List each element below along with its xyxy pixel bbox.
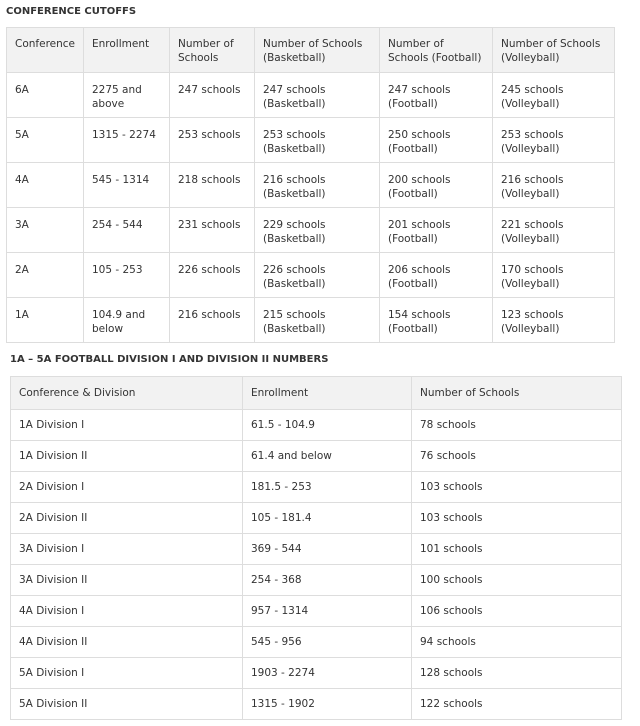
conference-cutoffs-table xyxy=(6,27,615,343)
column-header: Enrollment xyxy=(84,28,170,73)
table-cell: 1315 - 2274 xyxy=(84,118,170,163)
table-cell: 122 schools xyxy=(412,689,622,720)
table-row xyxy=(11,627,622,658)
table-cell: 254 - 368 xyxy=(243,565,412,596)
table-cell: 1A xyxy=(7,298,84,343)
table-cell: 94 schools xyxy=(412,627,622,658)
table-cell: 2275 and above xyxy=(84,73,170,118)
table-cell: 226 schools xyxy=(170,253,255,298)
table-cell: 154 schools (Football) xyxy=(380,298,493,343)
table-cell: 101 schools xyxy=(412,534,622,565)
table-row xyxy=(11,596,622,627)
table-cell: 5A xyxy=(7,118,84,163)
table-cell: 6A xyxy=(7,73,84,118)
table-row xyxy=(11,503,622,534)
table-row xyxy=(7,298,615,343)
column-header: Conference & Division xyxy=(11,377,243,410)
table-cell: 103 schools xyxy=(412,503,622,534)
table-cell: 106 schools xyxy=(412,596,622,627)
table-cell: 3A Division II xyxy=(11,565,243,596)
table-cell: 2A xyxy=(7,253,84,298)
table-row xyxy=(7,253,615,298)
table-cell: 3A xyxy=(7,208,84,253)
table-cell: 247 schools xyxy=(170,73,255,118)
table-cell: 957 - 1314 xyxy=(243,596,412,627)
table-cell: 254 - 544 xyxy=(84,208,170,253)
table-row xyxy=(11,565,622,596)
table-cell: 100 schools xyxy=(412,565,622,596)
table-cell: 216 schools (Basketball) xyxy=(255,163,380,208)
table-row xyxy=(11,472,622,503)
table-cell: 200 schools (Football) xyxy=(380,163,493,208)
column-header: Number of Schools (Volleyball) xyxy=(493,28,615,73)
table-cell: 250 schools (Football) xyxy=(380,118,493,163)
table-row xyxy=(7,163,615,208)
column-header: Number of Schools (Basketball) xyxy=(255,28,380,73)
table-row xyxy=(7,73,615,118)
table-cell: 369 - 544 xyxy=(243,534,412,565)
table-cell: 231 schools xyxy=(170,208,255,253)
table-cell: 2A Division I xyxy=(11,472,243,503)
table-cell: 105 - 181.4 xyxy=(243,503,412,534)
football-divisions-title: 1A – 5A FOOTBALL DIVISION I AND DIVISION II NUMBERS xyxy=(10,354,329,365)
table-cell: 4A Division II xyxy=(11,627,243,658)
table-row xyxy=(7,208,615,253)
column-header: Enrollment xyxy=(243,377,412,410)
table-row xyxy=(11,410,622,441)
table-cell: 245 schools (Volleyball) xyxy=(493,73,615,118)
table-cell: 128 schools xyxy=(412,658,622,689)
table-cell: 218 schools xyxy=(170,163,255,208)
table-cell: 61.4 and below xyxy=(243,441,412,472)
column-header: Number of Schools (Football) xyxy=(380,28,493,73)
table-cell: 216 schools xyxy=(170,298,255,343)
table-row xyxy=(11,534,622,565)
table-cell: 201 schools (Football) xyxy=(380,208,493,253)
table-cell: 216 schools (Volleyball) xyxy=(493,163,615,208)
table-cell: 1315 - 1902 xyxy=(243,689,412,720)
table-cell: 253 schools (Volleyball) xyxy=(493,118,615,163)
column-header: Number of Schools xyxy=(412,377,622,410)
table-cell: 1A Division I xyxy=(11,410,243,441)
table-cell: 105 - 253 xyxy=(84,253,170,298)
table-cell: 76 schools xyxy=(412,441,622,472)
table-cell: 2A Division II xyxy=(11,503,243,534)
table-cell: 226 schools (Basketball) xyxy=(255,253,380,298)
table-cell: 206 schools (Football) xyxy=(380,253,493,298)
column-header: Number of Schools xyxy=(170,28,255,73)
table-cell: 104.9 and below xyxy=(84,298,170,343)
column-header: Conference xyxy=(7,28,84,73)
table-cell: 1A Division II xyxy=(11,441,243,472)
table-cell: 103 schools xyxy=(412,472,622,503)
table-cell: 1903 - 2274 xyxy=(243,658,412,689)
table-row xyxy=(11,658,622,689)
table-cell: 545 - 1314 xyxy=(84,163,170,208)
table-cell: 181.5 - 253 xyxy=(243,472,412,503)
table-row xyxy=(7,118,615,163)
table-cell: 5A Division II xyxy=(11,689,243,720)
table-cell: 4A Division I xyxy=(11,596,243,627)
table-cell: 247 schools (Basketball) xyxy=(255,73,380,118)
table-cell: 4A xyxy=(7,163,84,208)
table-cell: 253 schools (Basketball) xyxy=(255,118,380,163)
table-cell: 253 schools xyxy=(170,118,255,163)
table-cell: 5A Division I xyxy=(11,658,243,689)
table-cell: 123 schools (Volleyball) xyxy=(493,298,615,343)
table-row xyxy=(11,689,622,720)
table-row xyxy=(11,441,622,472)
football-divisions-table xyxy=(10,376,622,720)
table-cell: 247 schools (Football) xyxy=(380,73,493,118)
table-cell: 545 - 956 xyxy=(243,627,412,658)
conference-cutoffs-title: CONFERENCE CUTOFFS xyxy=(6,6,137,17)
table-cell: 221 schools (Volleyball) xyxy=(493,208,615,253)
table-cell: 61.5 - 104.9 xyxy=(243,410,412,441)
table-cell: 78 schools xyxy=(412,410,622,441)
table-cell: 215 schools (Basketball) xyxy=(255,298,380,343)
table-cell: 229 schools (Basketball) xyxy=(255,208,380,253)
table-cell: 3A Division I xyxy=(11,534,243,565)
table-cell: 170 schools (Volleyball) xyxy=(493,253,615,298)
